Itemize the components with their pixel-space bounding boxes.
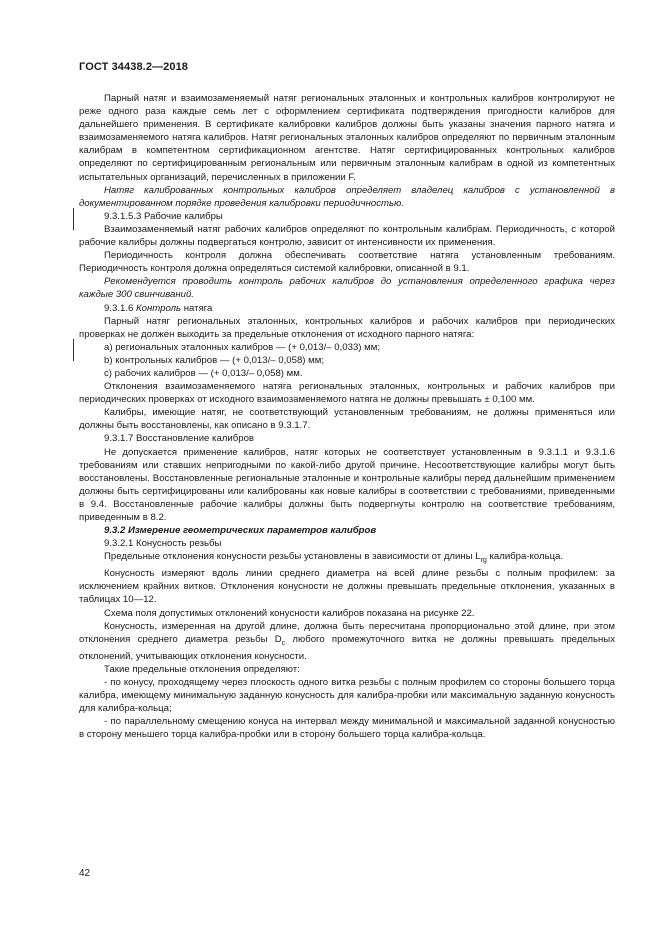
subsection-heading: 9.3.2.1 Конусность резьбы [104, 538, 222, 550]
subsection-heading [79, 302, 615, 315]
paragraph: Взаимозаменяемый натяг рабочих калибров определяют по контрольным калибрам. Периодичность, с которой рабочие калибры должны подвергаться контролю, зависит от интенсивности их применения. [79, 223, 615, 249]
paragraph: Не допускается применение калибров, натяг которых не соответствует установленным в 9.3.1.1 и 9.3.1.6 требованиям или ставших непригодными по какой-либо другой причине. Несоответствующие калибры могут быть восстановлены. Восстановленные региональные эталонные и контрольные калибры перед дальнейшим применением должны быть сертифицированы или калиброваны как новые калибры в соответствии с требованиями, приведенными в 9.4. Восстановленные рабочие калибры должны быть подвергнуты контролю на соответствие требованиям, приведенным в 8.2. [79, 446, 615, 523]
paragraph: Периодичность контроля должна обеспечивать соответствие натяга установленным требованиям. Периодичность контроля должна определяться системой калибровки, описанной в 9.1. [79, 250, 615, 275]
paragraph: Такие предельные отклонения определяют: [104, 663, 300, 675]
heading-title: Контроль [136, 302, 182, 314]
list-item: c) рабочих калибров — (+ 0,013/– 0,058) мм. [104, 367, 303, 379]
subscript: c [281, 639, 286, 647]
subsection-heading: 9.3.1.7 Восстановление калибров [104, 433, 255, 445]
list-item: b) контрольных калибров — (+ 0,013/– 0,058) мм; [104, 354, 324, 366]
document-body [79, 92, 615, 741]
list-item: а) региональных эталонных калибров — (+ 0,013/– 0,033) мм; [104, 341, 380, 353]
paragraph-italic: Рекомендуется проводить контроль рабочих калибров до установления определенного графика через каждые 300 свинчиваний. [79, 276, 615, 301]
paragraph: Схема поля допустимых отклонений конусности калибров показана на рисунке 22. [104, 607, 475, 619]
text-run: калибра-кольца. [486, 551, 564, 563]
page-number: 42 [79, 868, 91, 879]
change-bar [73, 339, 74, 361]
paragraph: Конусность измеряют вдоль линии среднего диаметра на всей длине резьбы с полным профилем: за исключением крайних витков. Отклонения конусности не должны превышать предельные отклонения, указанных в таблицах 10—12. [79, 568, 615, 606]
paragraph: Парный натяг региональных эталонных, контрольных калибров и рабочих калибров при периодических проверках не должен выходить за предельные отклонения от исходного парного натяга: [79, 315, 615, 340]
list-item: - по параллельному смещению конуса на интервал между минимальной и максимальной заданной конусностью в сторону меньшего торца калибра-пробки или в сторону большего торца калибра-кольца. [79, 716, 615, 741]
heading-number: 9.3.2 [104, 525, 129, 537]
document-header: ГОСТ 34438.2—2018 [79, 61, 189, 73]
paragraph: Парный натяг и взаимозаменяемый натяг региональных эталонных и контрольных калибров контролируют не реже одного раза каждые семь лет с оформлением сертификата подтверждения пригодности калибров для дальнейшего применения. В сертификате калибровки калибров должны быть указаны значения парного натяга и взаимозаменяемого натяга калибров. Натяг региональных эталонных калибров определяют по первичным эталонным калибрам в компетентном сертификационном агентстве. Натяг сертифицированных контрольных калибров определяют по сертифицированным региональным или первичным эталонным калибрам в одной из компетентных испытательных организаций, перечисленных в приложении F. [79, 93, 615, 183]
text-run: любого промежуточного витка не должны превышать предельных отклонений, учитывающих отклонения конусности. [79, 633, 615, 662]
paragraph [79, 550, 615, 567]
list-item: - по конусу, проходящему через плоскость одного витка резьбы с полным профилем со стороны большего торца калибра, имеющему минимальную заданную конусность для калибра-пробки или максимальную заданную конусность для калибра-кольца; [79, 676, 615, 715]
change-bar [73, 208, 74, 230]
heading-title: Измерение геометрических параметров калибров [128, 525, 377, 537]
paragraph: Калибры, имеющие натяг, не соответствующий установленным требованиям, не должны применяться или должны быть восстановлены, как описано в 9.3.1.7. [79, 407, 615, 432]
paragraph: Отклонения взаимозаменяемого натяга региональных эталонных, контрольных и рабочих калибров при периодических проверках от исходного взаимозаменяемого натяга не должны превышать ± 0,100 мм. [79, 381, 615, 406]
section-heading [79, 524, 615, 537]
text-run: Конусность, измеренная на другой длине, должна быть пересчитана пропорционально этой длине, при этом отклонения среднего диаметра резьбы D [79, 620, 615, 645]
subsection-heading: 9.3.1.5.3 Рабочие калибры [104, 210, 223, 222]
text-run: Предельные отклонения конусности резьбы установлены в зависимости от длины L [104, 551, 481, 563]
paragraph-italic: Натяг калиброванных контрольных калибров определяет владелец калибров с установленной в документированном порядке проведения калибровки периодичностью. [79, 184, 615, 209]
heading-title-rest: натяга [181, 302, 213, 314]
subscript: rg [480, 557, 487, 565]
paragraph [79, 620, 615, 663]
heading-number: 9.3.1.6 [104, 302, 137, 314]
